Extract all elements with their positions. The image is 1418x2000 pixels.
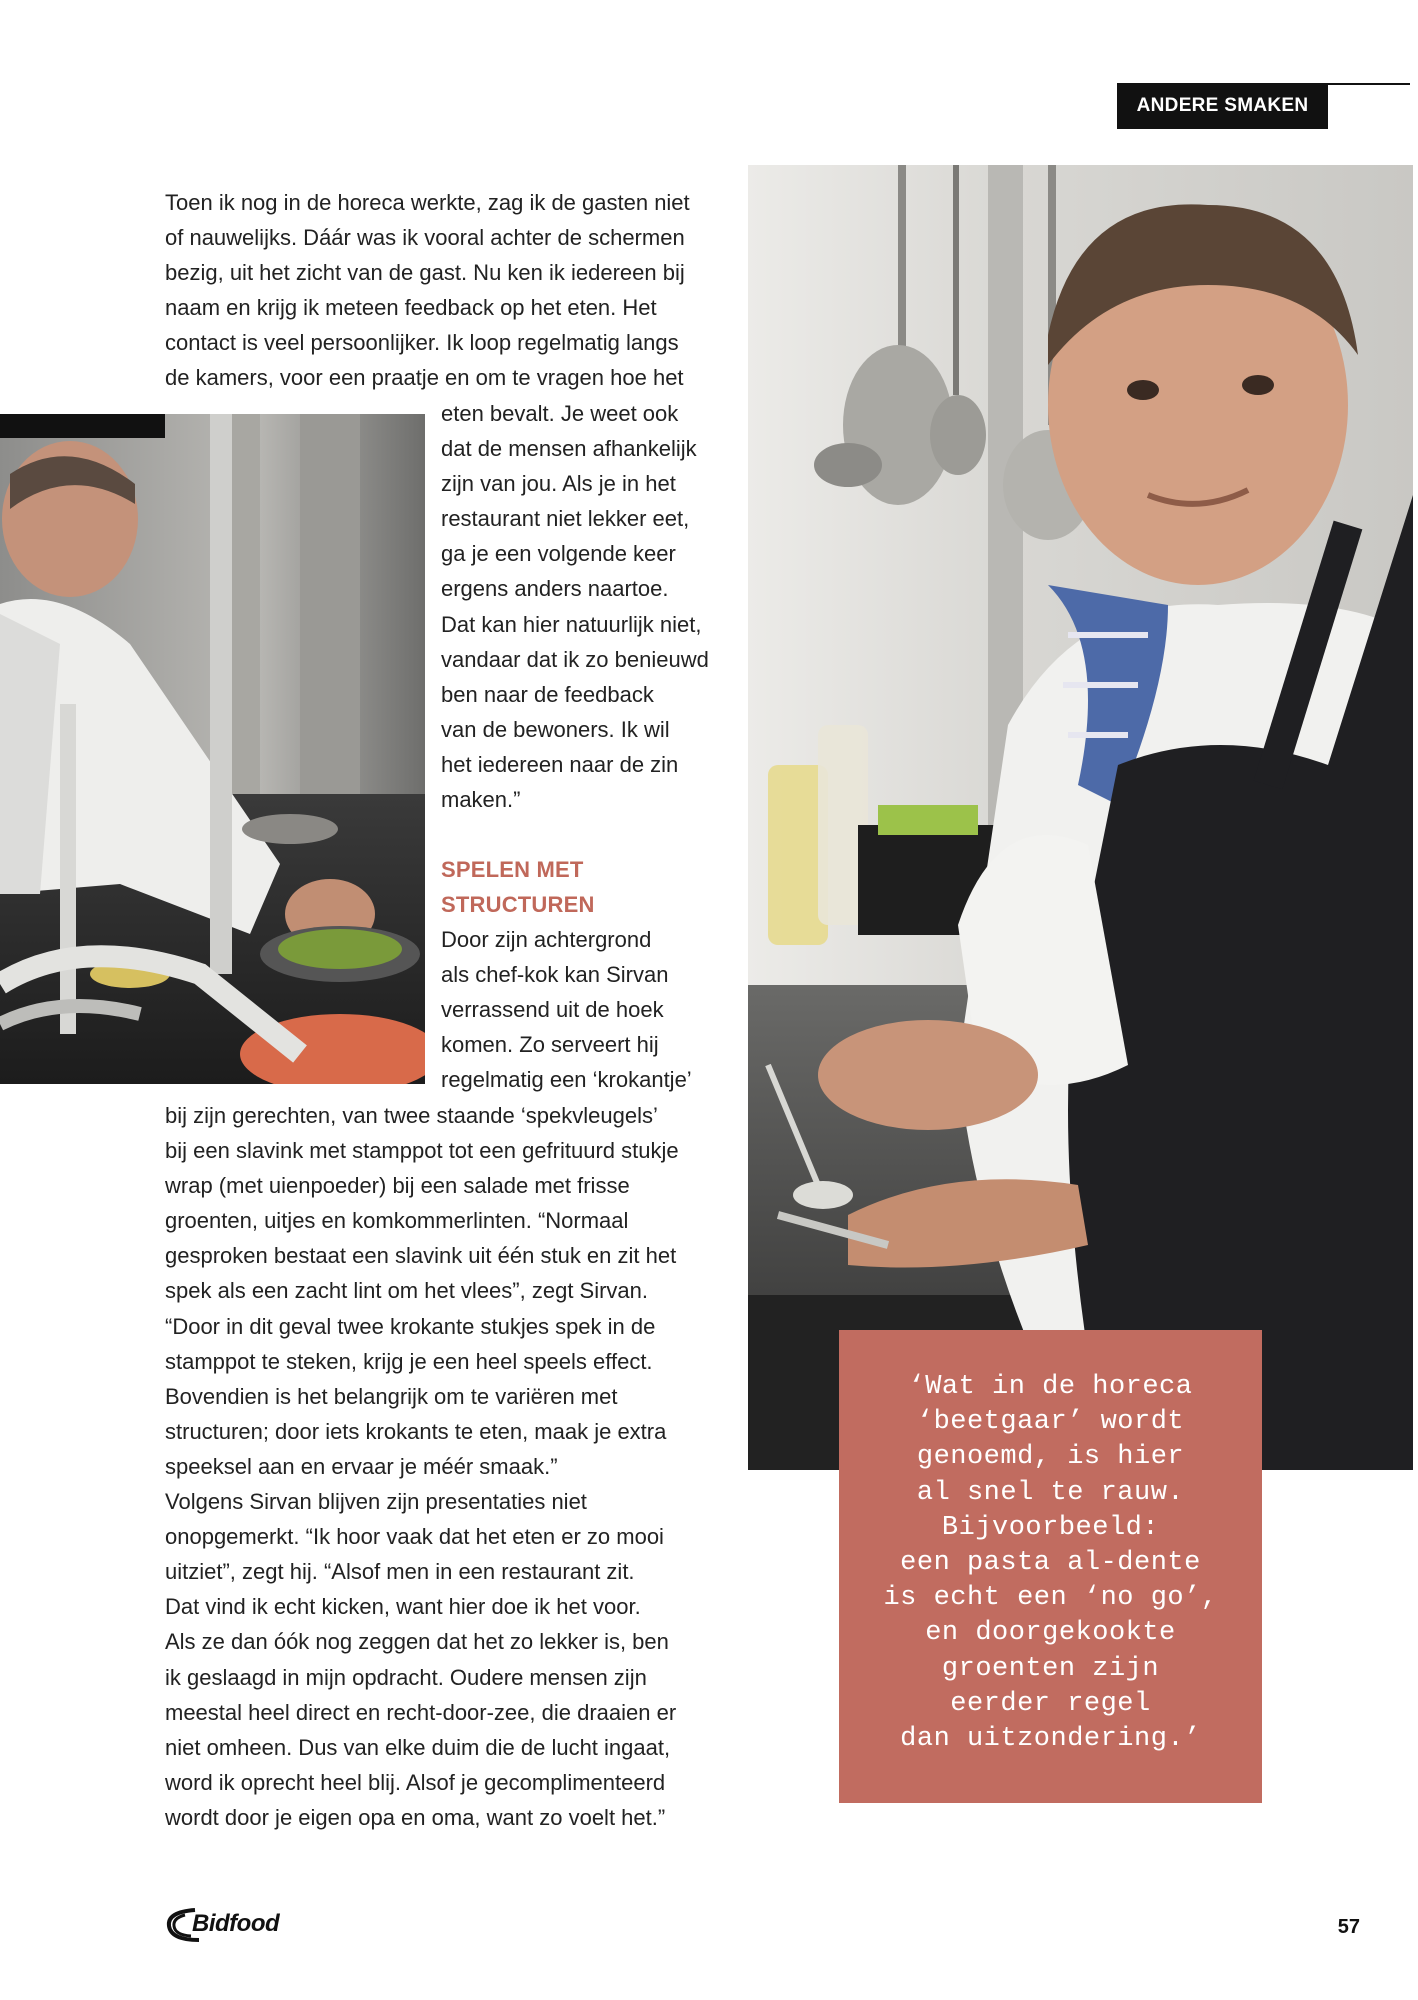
text-line: onopgemerkt. “Ik hoor vaak dat het eten er zo mooi bbox=[165, 1524, 664, 1550]
quote-line: genoemd, is hier bbox=[916, 1442, 1185, 1473]
heading-line: STRUCTUREN bbox=[441, 892, 595, 917]
text-line: naam en krijg ik meteen feedback op het eten. Het bbox=[165, 295, 657, 321]
text-line: maken.” bbox=[441, 787, 521, 813]
text-line: als chef-kok kan Sirvan bbox=[441, 962, 669, 988]
text-line: bezig, uit het zicht van de gast. Nu ken ik iedereen bij bbox=[165, 260, 685, 286]
quote-line: eerder regel bbox=[950, 1688, 1151, 1719]
quote-line: een pasta al-dente bbox=[900, 1547, 1201, 1578]
article-text-narrow bbox=[441, 396, 709, 817]
text-line: bij een slavink met stamppot tot een gefrituurd stukje bbox=[165, 1138, 679, 1164]
page-number: 57 bbox=[1337, 1916, 1360, 1938]
text-line: Dat vind ik echt kicken, want hier doe ik het voor. bbox=[165, 1594, 641, 1620]
quote-line: en doorgekookte bbox=[925, 1618, 1176, 1649]
bidfood-logo-text: Bidfood bbox=[192, 1910, 280, 1937]
quote-line: ‘beetgaar’ wordt bbox=[916, 1407, 1185, 1438]
quote-line: dan uitzondering.’ bbox=[900, 1723, 1201, 1754]
text-line: Toen ik nog in de horeca werkte, zag ik de gasten niet bbox=[165, 190, 690, 215]
text-line: Bovendien is het belangrijk om te variëren met bbox=[165, 1383, 618, 1409]
text-line: verrassend uit de hoek bbox=[441, 997, 664, 1023]
text-line: restaurant niet lekker eet, bbox=[441, 506, 690, 532]
text-line: stamppot te steken, krijg je een heel speels effect. bbox=[165, 1348, 653, 1374]
text-line: of nauwelijks. Dáár was ik vooral achter de schermen bbox=[165, 225, 685, 251]
heading-line: SPELEN MET bbox=[441, 857, 584, 882]
text-line: structuren; door iets krokants te eten, maak je extra bbox=[165, 1418, 667, 1444]
quote-line: is echt een ‘no go’, bbox=[883, 1583, 1218, 1614]
section-heading bbox=[441, 852, 595, 922]
text-line: Volgens Sirvan blijven zijn presentaties niet bbox=[165, 1489, 587, 1515]
text-line: de kamers, voor een praatje en om te vragen hoe het bbox=[165, 365, 684, 391]
text-line: Dat kan hier natuurlijk niet, bbox=[441, 611, 702, 637]
text-line: dat de mensen afhankelijk bbox=[441, 436, 697, 462]
section-tag: ANDERE SMAKEN bbox=[1117, 83, 1328, 129]
text-line: word ik oprecht heel blij. Alsof je gecomplimenteerd bbox=[165, 1769, 666, 1795]
text-line: groenten, uitjes en komkommerlinten. “Normaal bbox=[165, 1208, 629, 1234]
text-line: ergens anders naartoe. bbox=[441, 576, 669, 602]
article-text-continued bbox=[165, 1098, 679, 1835]
text-line: spek als een zacht lint om het vlees”, zegt Sirvan. bbox=[165, 1278, 649, 1304]
text-line: vandaar dat ik zo benieuwd bbox=[441, 646, 709, 672]
text-line: speeksel aan en ervaar je méér smaak.” bbox=[165, 1453, 558, 1479]
quote-line: groenten zijn bbox=[941, 1653, 1160, 1684]
article-text-intro bbox=[165, 185, 690, 396]
pull-quote-notch bbox=[839, 1803, 1051, 1829]
text-line: komen. Zo serveert hij bbox=[441, 1032, 659, 1058]
chef-portrait-photo bbox=[748, 165, 1413, 1470]
photo-accent-bar bbox=[0, 414, 165, 438]
quote-line: ‘Wat in de horeca bbox=[908, 1372, 1193, 1402]
text-line: regelmatig een ‘krokantje’ bbox=[441, 1067, 692, 1093]
text-line: Als ze dan óók nog zeggen dat het zo lekker is, ben bbox=[165, 1629, 669, 1655]
text-line: ga je een volgende keer bbox=[441, 541, 676, 567]
text-line: ben naar de feedback bbox=[441, 681, 654, 707]
text-line: “Door in dit geval twee krokante stukjes spek in de bbox=[165, 1313, 656, 1339]
text-line: wrap (met uienpoeder) bij een salade met frisse bbox=[165, 1173, 630, 1199]
text-line: contact is veel persoonlijker. Ik loop regelmatig langs bbox=[165, 330, 679, 356]
text-line: Door zijn achtergrond bbox=[441, 927, 652, 952]
text-line: het iedereen naar de zin bbox=[441, 751, 679, 777]
text-line: gesproken bestaat een slavink uit één stuk en zit het bbox=[165, 1243, 677, 1269]
pull-quote bbox=[839, 1370, 1262, 1757]
text-line: bij zijn gerechten, van twee staande ‘spekvleugels’ bbox=[165, 1103, 658, 1128]
text-line: eten bevalt. Je weet ook bbox=[441, 401, 679, 426]
quote-line: Bijvoorbeeld: bbox=[941, 1512, 1160, 1543]
text-line: uitziet”, zegt hij. “Alsof men in een restaurant zit. bbox=[165, 1559, 635, 1585]
quote-line: al snel te rauw. bbox=[916, 1477, 1185, 1508]
text-line: van de bewoners. Ik wil bbox=[441, 716, 670, 742]
text-line: zijn van jou. Als je in het bbox=[441, 471, 676, 497]
article-text-structures bbox=[441, 922, 692, 1097]
text-line: niet omheen. Dus van elke duim die de lucht ingaat, bbox=[165, 1734, 671, 1760]
text-line: ik geslaagd in mijn opdracht. Oudere mensen zijn bbox=[165, 1664, 647, 1690]
text-line: meestal heel direct en recht-door-zee, die draaien er bbox=[165, 1699, 677, 1725]
chef-plating-photo bbox=[0, 414, 425, 1084]
text-line: wordt door je eigen opa en oma, want zo voelt het.” bbox=[165, 1804, 666, 1830]
